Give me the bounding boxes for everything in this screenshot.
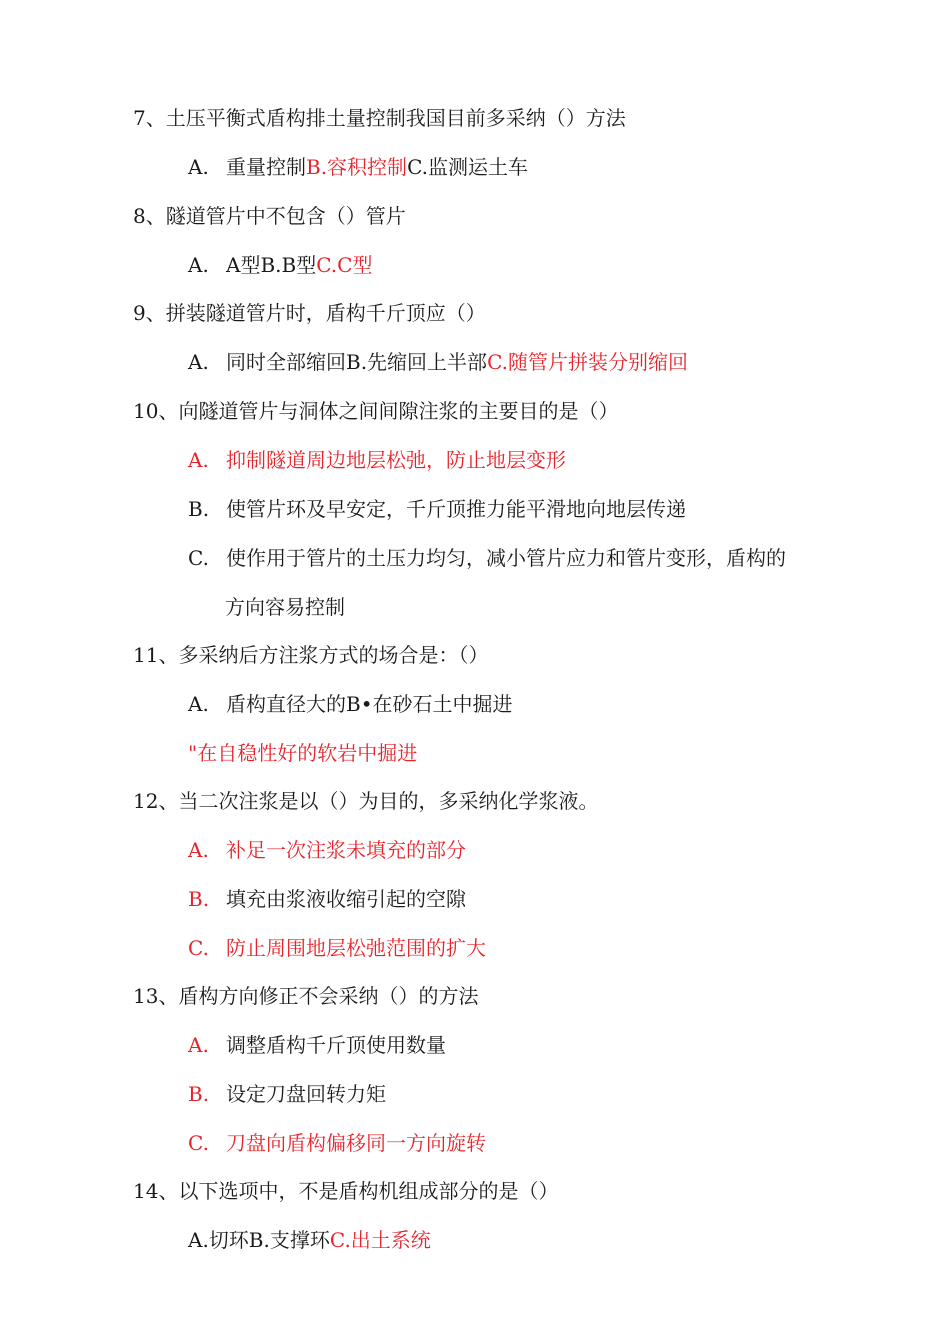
option-a-text: 抑制隧道周边地层松弛，防止地层变形 — [226, 448, 566, 472]
option-c-text: C.监测运土车 — [407, 155, 529, 179]
option-c-continuation: 方向容易控制 — [225, 595, 345, 619]
option-c-label: C. — [188, 546, 209, 570]
answer-option-a — [188, 446, 566, 474]
option-a — [188, 1031, 446, 1059]
option-b — [188, 1080, 386, 1108]
option-a-label: A. — [188, 350, 209, 374]
option-ab-text: 盾构直径大的B•在砂石土中掘进 — [226, 692, 513, 716]
question-11-stem: 11、多采纳后方注浆方式的场合是：（） — [133, 643, 489, 667]
option-c-text: 使作用于管片的土压力均匀，减小管片应力和管片变形，盾构的 — [226, 546, 786, 570]
answer-option-c: C.随管片拼装分别缩回 — [487, 350, 689, 374]
answer-option-a — [188, 836, 466, 864]
option-c-text: 刀盘向盾构偏移同一方向旋转 — [226, 1131, 486, 1155]
question-8-stem: 8、隧道管片中不包含（）管片 — [133, 204, 406, 228]
question-12-stem: 12、当二次注浆是以（）为目的，多采纳化学浆液。 — [133, 789, 599, 813]
question-10-stem: 10、向隧道管片与洞体之间间隙注浆的主要目的是（） — [133, 399, 619, 423]
option-a-label: A. — [188, 838, 209, 862]
option-ab-text: A.切环B.支撑环 — [188, 1228, 330, 1252]
option-a-label: A. — [188, 1033, 209, 1057]
answer-option-c: C.C型 — [316, 253, 373, 277]
answer-option-c: C.出土系统 — [329, 1228, 431, 1252]
option-c — [188, 544, 786, 572]
option-ab-text: A型B.B型 — [226, 253, 317, 277]
option-a-label: A. — [188, 155, 209, 179]
option-b-text: 设定刀盘回转力矩 — [226, 1082, 386, 1106]
answer-option-b: B.容积控制 — [306, 155, 408, 179]
option-b-label: B. — [188, 1082, 210, 1106]
question-13-stem: 13、盾构方向修正不会采纳（）的方法 — [133, 984, 479, 1008]
option-b-text: 填充由浆液收缩引起的空隙 — [226, 887, 466, 911]
option-a-text: 补足一次注浆未填充的部分 — [226, 838, 466, 862]
option-a-label: A. — [188, 448, 209, 472]
question-7-stem: 7、土压平衡式盾构排土量控制我国目前多采纳（）方法 — [133, 106, 626, 130]
option-a-label: A. — [188, 253, 209, 277]
option-a-text: 重量控制 — [226, 155, 306, 179]
question-14-options — [188, 1226, 431, 1254]
question-7-options — [188, 153, 528, 181]
question-9-options — [188, 348, 688, 376]
option-b-label: B. — [188, 497, 210, 521]
question-11-options — [188, 690, 513, 718]
option-a-label: A. — [188, 692, 209, 716]
answer-option-c — [188, 1129, 486, 1157]
option-b — [188, 885, 466, 913]
answer-option-c — [188, 934, 486, 962]
question-8-options — [188, 251, 372, 279]
option-c-label: C. — [188, 936, 209, 960]
option-c-text: 防止周围地层松弛范围的扩大 — [226, 936, 486, 960]
option-b-text: 使管片环及早安定，千斤顶推力能平滑地向地层传递 — [226, 497, 686, 521]
answer-option-c: "在自稳性好的软岩中掘进 — [188, 741, 418, 765]
option-c-label: C. — [188, 1131, 209, 1155]
question-9-stem: 9、拼装隧道管片时，盾构千斤顶应（） — [133, 301, 486, 325]
option-b-label: B. — [188, 887, 210, 911]
option-a-text: 调整盾构千斤顶使用数量 — [226, 1033, 446, 1057]
question-14-stem: 14、以下选项中，不是盾构机组成部分的是（） — [133, 1179, 559, 1203]
option-b — [188, 495, 686, 523]
option-ab-text: 同时全部缩回B.先缩回上半部 — [226, 350, 488, 374]
